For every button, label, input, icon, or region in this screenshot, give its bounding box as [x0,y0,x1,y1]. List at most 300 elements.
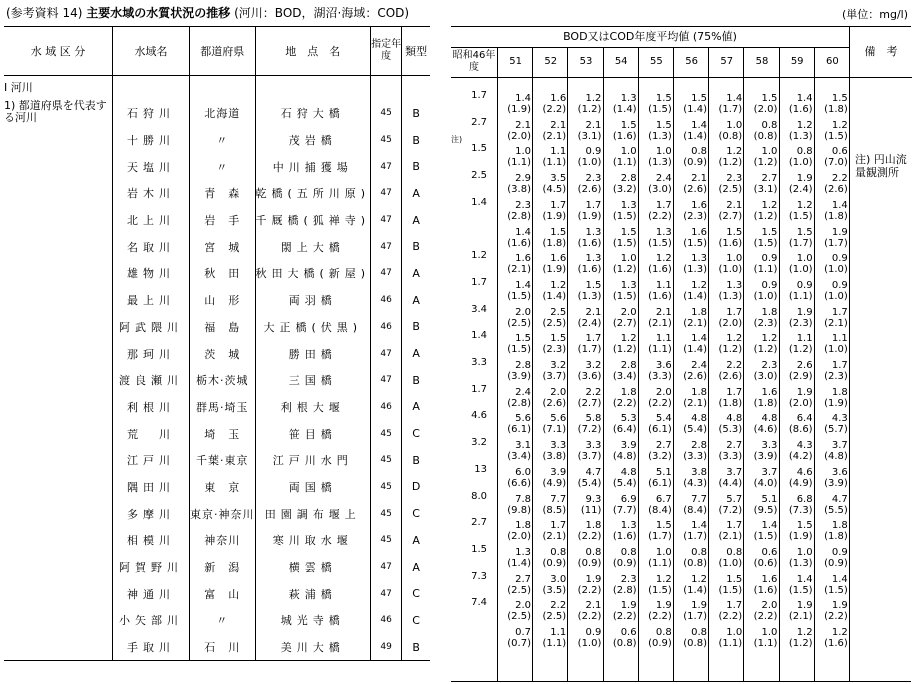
cell-pref: 秋 田 [190,260,256,287]
cell-value: 2.2 [831,173,848,185]
cell-75pct-value: (2.6) [542,397,567,409]
cell-75pct-value: (3.4) [507,451,531,463]
cell-type: C [402,607,431,634]
cell-point: 田園調布堰上 [255,500,371,527]
data-cell [532,200,566,222]
data-cell [814,333,848,355]
cell-75pct-value: (0.8) [683,638,707,649]
cell-75pct-value: (2.1) [542,531,567,543]
cell-75pct-value: (2.6) [718,371,743,382]
cell-value: 1.7 [585,199,602,211]
cell-value: 2.0 [655,386,672,398]
cell-pref: 福 島 [190,314,256,341]
cell-75pct-value: (1.1) [612,157,637,169]
first-year-value: 7.3 [471,570,487,582]
cell-75pct-value: (3.9) [753,451,778,463]
cell-pref: 東 京 [190,474,256,501]
cell-value: 1.2 [796,119,813,131]
cell-75pct-value: (1.0) [824,344,848,356]
data-cell [532,227,566,249]
cell-75pct-value: (6.4) [612,424,637,436]
cell-value: 2.0 [550,386,567,398]
data-cell [673,307,707,329]
data-cell [638,146,672,168]
cell-value: 4.7 [585,466,602,478]
cell-point: 閖上大橋 [255,233,371,260]
cell-75pct-value: (1.3) [577,290,602,302]
cell-type: B [402,367,431,394]
data-cell [497,387,531,409]
first-year-value: 1.4 [471,330,487,342]
cell-75pct-value: (1.5) [612,210,637,222]
cell-75pct-value: (8.6) [788,424,813,436]
cell-value: 1.2 [585,93,602,104]
first-year-value: 2.5 [471,170,487,182]
data-cell [779,600,813,622]
data-cell [779,333,813,355]
cell-value: 2.3 [515,199,531,211]
data-cell [673,280,707,302]
cell-75pct-value: (1.9) [824,397,848,409]
data-cell [743,333,777,355]
cell-75pct-value: (3.9) [507,371,531,382]
data-cell [638,600,672,622]
cell-75pct-value: (0.9) [612,557,637,569]
cell-75pct-value: (1.8) [542,237,567,249]
data-cell [673,494,707,516]
cell-value: 1.0 [726,253,743,265]
cell-pref: 宮 城 [190,233,256,260]
cell-value: 1.7 [550,520,567,532]
cell-value: 3.9 [550,466,567,478]
data-cell [673,467,707,489]
data-cell [814,120,848,142]
cell-type: C [402,500,431,527]
cell-value: 1.7 [726,520,743,532]
cell-75pct-value: (1.6) [612,531,637,543]
cell-75pct-value: (2.2) [648,397,672,409]
data-cell [532,307,566,329]
title-prefix: (参考資料 14) [6,6,83,20]
cell-75pct-value: (1.3) [788,557,813,569]
cell-region [4,634,113,661]
data-cell [638,440,672,462]
cell-75pct-value: (2.3) [824,371,848,382]
cell-river: 相模川 [113,527,190,554]
cell-value: 0.6 [831,146,848,158]
table-row [4,474,430,501]
cell-region [4,180,113,207]
cell-75pct-value: (2.8) [507,397,531,409]
cell-year: 47 [371,554,402,581]
cell-value: 1.5 [655,119,672,131]
data-cell [743,467,777,489]
cell-75pct-value: (5.4) [683,424,707,436]
cell-75pct-value: (1.2) [753,157,778,169]
cell-year: 47 [371,233,402,260]
cell-75pct-value: (1.5) [824,584,848,596]
cell-value: 6.9 [620,493,637,505]
cell-region [4,447,113,474]
data-cell [567,360,601,382]
cell-point: 両羽橋 [255,287,371,314]
cell-river: 隅田川 [113,474,190,501]
header-region: 水 域 区 分 [4,27,113,76]
cell-value: 1.9 [691,600,707,612]
header-year-col: 53 [567,47,603,78]
cell-value: 0.9 [761,253,778,265]
cell-value: 1.9 [620,600,637,612]
cell-75pct-value: (3.9) [824,477,848,489]
data-cell [814,146,848,168]
cell-year: 45 [371,420,402,447]
table-row [4,100,430,127]
cell-75pct-value: (0.9) [648,638,672,649]
cell-river: 阿賀野川 [113,554,190,581]
data-cell [743,360,777,382]
data-cell [567,413,601,435]
cell-75pct-value: (3.3) [718,451,743,463]
cell-pref: 群馬·埼玉 [190,394,256,421]
data-cell [532,360,566,382]
cell-value: 5.1 [655,466,672,478]
cell-75pct-value: (1.7) [648,531,672,543]
cell-75pct-value: (2.8) [612,584,637,596]
data-cell [708,360,742,382]
data-cell [743,200,777,222]
cell-value: 1.4 [796,93,813,104]
cell-value: 5.4 [655,413,672,425]
data-cell [779,280,813,302]
data-cell [603,440,637,462]
cell-value: 1.6 [691,226,707,238]
cell-river: 手取川 [113,634,190,661]
cell-value: 1.2 [831,119,848,131]
cell-region [4,314,113,341]
cell-value: 1.0 [726,627,743,638]
data-cell [567,387,601,409]
cell-value: 1.2 [620,333,637,345]
cell-75pct-value: (1.5) [824,130,848,142]
cell-75pct-value: (2.2) [824,611,848,623]
first-year-value: 2.7 [471,116,487,128]
cell-75pct-value: (3.0) [648,184,672,196]
data-cell [743,227,777,249]
data-cell [708,520,742,542]
cell-value: 1.3 [515,546,531,558]
cell-75pct-value: (0.9) [824,557,848,569]
cell-75pct-value: (1.6) [718,237,743,249]
cell-75pct-value: (1.4) [683,130,707,142]
data-cell [497,627,531,649]
cell-year: 49 [371,634,402,661]
data-cell [567,200,601,222]
data-cell [603,360,637,382]
cell-value: 2.6 [796,360,813,371]
cell-region [4,607,113,634]
data-cell [743,120,777,142]
cell-75pct-value: (5.4) [612,477,637,489]
cell-75pct-value: (0.7) [507,638,531,649]
data-cell [532,494,566,516]
cell-75pct-value: (1.1) [507,157,531,169]
first-year-value: 8.0 [471,490,487,502]
cell-value: 4.7 [831,493,848,505]
cell-year: 45 [371,127,402,154]
cell-75pct-value: (2.6) [683,184,707,196]
cell-year: 45 [371,527,402,554]
cell-pref: 北海道 [190,100,256,127]
cell-75pct-value: (1.8) [753,397,778,409]
cell-value: 1.9 [831,226,848,238]
cell-75pct-value: (7.7) [612,504,637,516]
cell-75pct-value: (1.7) [824,237,848,249]
data-cell [673,413,707,435]
cell-value: 1.8 [620,386,637,398]
data-cell [638,173,672,195]
data-cell [673,173,707,195]
cell-75pct-value: (1.1) [542,157,567,169]
cell-value: 1.0 [726,119,743,131]
cell-value: 1.0 [761,627,778,638]
data-cell [497,333,531,355]
cell-value: 1.2 [691,279,707,291]
data-cell [603,280,637,302]
cell-point: 千厩橋(狐禅寺) [255,207,371,234]
cell-value: 1.5 [726,573,743,585]
cell-type: B [402,447,431,474]
cell-value: 9.3 [585,493,602,505]
cell-75pct-value: (1.6) [753,584,778,596]
cell-75pct-value: (2.7) [612,317,637,329]
data-cell [603,600,637,622]
data-cell [779,547,813,569]
cell-value: 4.8 [620,466,637,478]
cell-value: 4.6 [796,466,813,478]
cell-75pct-value: (5.5) [824,504,848,516]
cell-value: 1.3 [620,199,637,211]
cell-value: 3.1 [515,440,531,452]
cell-year: 47 [371,580,402,607]
first-year-value: 1.7 [471,383,487,395]
cell-value: 2.8 [691,440,707,452]
cell-value: 1.4 [515,93,531,104]
cell-75pct-value: (4.0) [753,477,778,489]
cell-pref: 富 山 [190,580,256,607]
cell-75pct-value: (1.6) [824,638,848,649]
header-year-col: 59 [779,47,815,78]
cell-value: 0.8 [620,546,637,558]
first-year-value: 3.4 [471,303,487,315]
cell-value: 0.8 [761,119,778,131]
cell-value: 1.3 [726,279,743,291]
cell-value: 2.4 [515,386,531,398]
cell-75pct-value: (1.6) [648,290,672,302]
data-cell [567,307,601,329]
data-cell [814,413,848,435]
cell-value: 2.1 [515,119,531,131]
cell-75pct-value: (1.8) [718,397,743,409]
cell-value: 0.9 [585,627,602,638]
cell-75pct-value: (1.9) [507,104,531,115]
cell-river: 江戸川 [113,447,190,474]
data-cell [603,200,637,222]
data-cell [638,307,672,329]
data-cell [814,574,848,596]
cell-75pct-value: (1.1) [788,290,813,302]
cell-value: 3.9 [620,440,637,452]
cell-value: 1.4 [726,93,743,104]
cell-pref: 〃 [190,127,256,154]
data-cell [638,360,672,382]
cell-value: 1.2 [796,627,813,638]
cell-year: 46 [371,607,402,634]
cell-value: 1.8 [831,386,848,398]
data-cell [673,120,707,142]
cell-river: 小矢部川 [113,607,190,634]
data-cell [673,360,707,382]
cell-75pct-value: (2.2) [542,104,567,115]
data-cell [603,333,637,355]
data-cell [638,120,672,142]
cell-75pct-value: (1.7) [683,531,707,543]
header-year-col: 60 [814,47,850,78]
data-cell [638,627,672,649]
cell-75pct-value: (7.1) [542,424,567,436]
table-row [4,394,430,421]
data-cell [814,440,848,462]
cell-75pct-value: (2.2) [577,531,602,543]
cell-75pct-value: (2.0) [718,317,743,329]
data-cell [497,200,531,222]
cell-75pct-value: (2.6) [577,184,602,196]
cell-year: 47 [371,153,402,180]
data-cell [814,360,848,382]
cell-river: 雄物川 [113,260,190,287]
cell-75pct-value: (0.9) [542,557,567,569]
cell-region [4,420,113,447]
cell-value: 1.7 [726,306,743,318]
cell-value: 1.4 [761,520,778,532]
data-cell [638,93,672,115]
data-cell [497,146,531,168]
data-cell [743,600,777,622]
data-cell [708,467,742,489]
cell-value: 1.5 [620,119,637,131]
data-cell [814,280,848,302]
data-cell [779,120,813,142]
cell-value: 2.1 [585,119,602,131]
cell-value: 6.7 [655,493,672,505]
data-cell [532,93,566,115]
cell-value: 1.4 [691,333,707,345]
data-cell [673,227,707,249]
cell-75pct-value: (1.8) [824,531,848,543]
table-row [4,447,430,474]
cell-75pct-value: (2.0) [788,397,813,409]
cell-value: 1.5 [550,333,567,345]
cell-75pct-value: (9.8) [507,504,531,516]
data-cell [532,574,566,596]
cell-type: A [402,527,431,554]
cell-75pct-value: (0.8) [718,130,743,142]
cell-point: 大正橋(伏黒) [255,314,371,341]
data-cell [567,627,601,649]
data-cell [603,146,637,168]
right-header-title: BOD又はCOD年度平均値 (75%値) [451,27,849,48]
cell-75pct-value: (5.4) [577,477,602,489]
header-first-year: 昭和46年度 [451,47,497,78]
cell-value: 1.7 [585,333,602,345]
data-cell [603,547,637,569]
cell-value: 1.5 [796,226,813,238]
data-cell [497,547,531,569]
first-year-value: 4.6 [471,410,487,422]
cell-75pct-value: (1.5) [648,237,672,249]
cell-value: 1.7 [726,600,743,612]
data-cell [638,253,672,275]
cell-river: 荒 川 [113,420,190,447]
data-cell [532,547,566,569]
cell-value: 5.3 [620,413,637,425]
cell-pref: 栃木·茨城 [190,367,256,394]
table-row [4,314,430,341]
cell-value: 1.9 [831,600,848,612]
cell-75pct-value: (7.2) [718,504,743,516]
cell-value: 1.6 [515,253,531,265]
data-cell [779,574,813,596]
data-cell [743,440,777,462]
cell-75pct-value: (8.4) [683,504,707,516]
cell-value: 1.6 [550,93,567,104]
cell-point: 利根大堰 [255,394,371,421]
cell-value: 1.9 [585,573,602,585]
cell-year: 45 [371,100,402,127]
cell-value: 1.0 [655,146,672,158]
cell-75pct-value: (9.5) [753,504,778,516]
cell-value: 1.8 [585,520,602,532]
cell-75pct-value: (2.3) [753,317,778,329]
cell-value: 1.2 [655,253,672,265]
cell-value: 1.5 [515,333,531,345]
table-row [4,420,430,447]
cell-value: 1.0 [620,146,637,158]
data-cell [603,227,637,249]
cell-75pct-value: (8.4) [648,504,672,516]
cell-value: 0.7 [515,627,531,638]
cell-75pct-value: (1.1) [753,264,778,276]
section-label: I 河川 [4,81,33,94]
header-year-col: 57 [708,47,744,78]
cell-75pct-value: (1.7) [718,104,743,115]
data-cell [779,146,813,168]
cell-region [4,474,113,501]
cell-75pct-value: (2.1) [788,611,813,623]
cell-river: 十勝川 [113,127,190,154]
cell-75pct-value: (0.9) [683,157,707,169]
cell-75pct-value: (1.4) [683,104,707,115]
cell-75pct-value: (2.3) [788,317,813,329]
header-pref: 都道府県 [190,27,256,76]
data-cell [708,280,742,302]
cell-75pct-value: (1.2) [718,344,743,356]
first-year-value: 1.5 [471,543,487,555]
cell-value: 2.1 [585,600,602,612]
cell-value: 2.0 [515,306,531,318]
cell-value: 7.8 [515,493,531,505]
data-cell [743,627,777,649]
data-cell [532,600,566,622]
